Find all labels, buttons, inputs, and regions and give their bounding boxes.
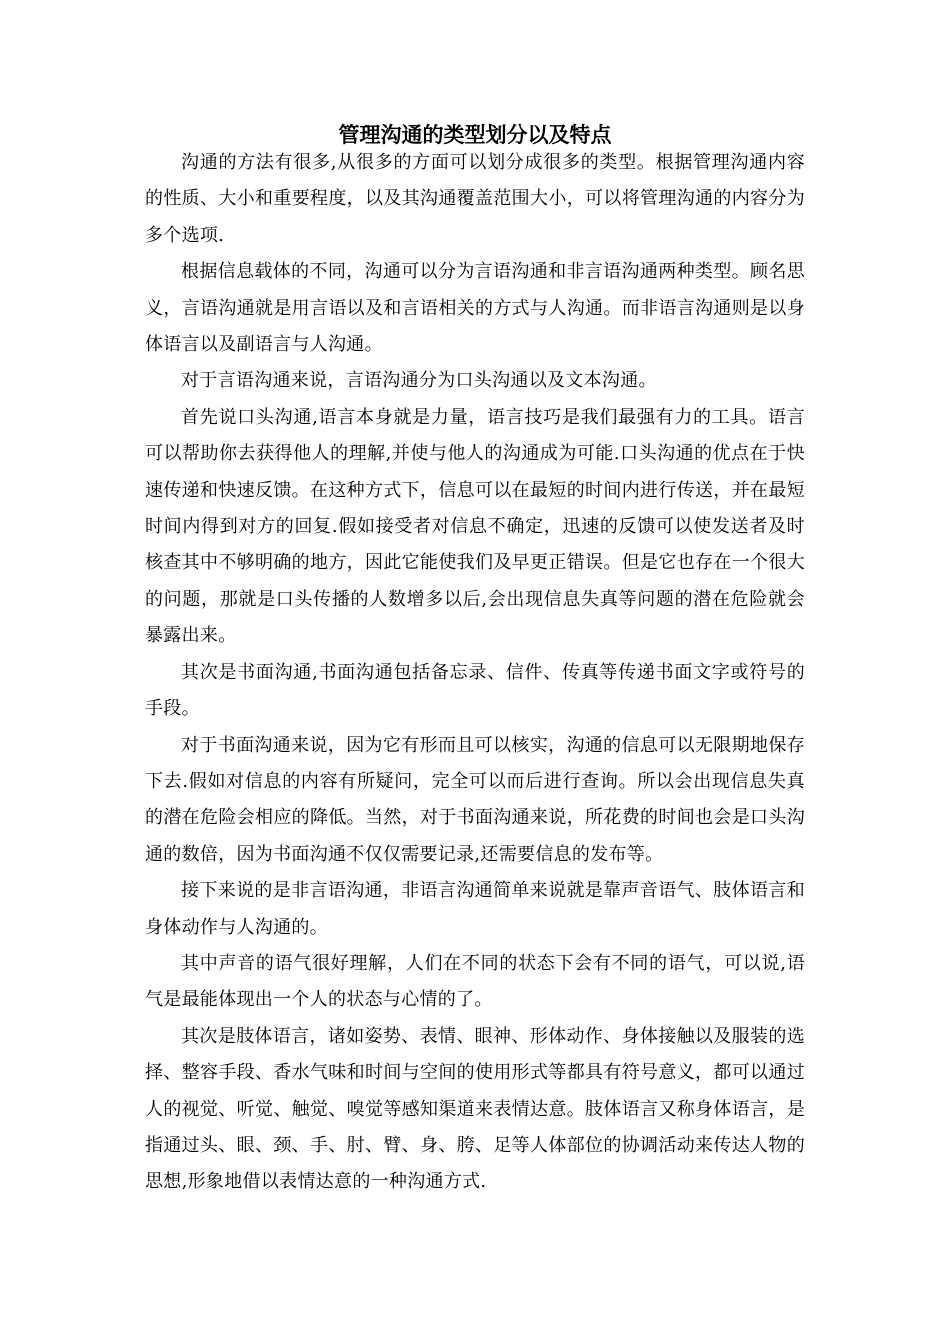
paragraph: 其次是书面沟通,书面沟通包括备忘录、信件、传真等传递书面文字或符号的手段。 xyxy=(145,661,805,720)
paragraph: 首先说口头沟通,语言本身就是力量，语言技巧是我们最强有力的工具。语言可以帮助你去获得他人的理解,并使与他人的沟通成为可能.口头沟通的优点在于快速传递和快速反馈。在这种方式下，信息可以在最短的时间内进行传送，并在最短时间内得到对方的回复.假如接受者对信息不确定，迅速的反馈可以使发送者及时核查其中不够明确的地方，因此它能使我们及早更正错误。但是它也存在一个很大的问题，那就是口头传播的人数增多以后,会出现信息失真等问题的潜在危险就会暴露出来。 xyxy=(145,406,805,647)
paragraph: 对于书面沟通来说，因为它有形而且可以核实，沟通的信息可以无限期地保存下去.假如对信息的内容有所疑问，完全可以而后进行查询。所以会出现信息失真的潜在危险会相应的降低。当然，对于书面沟通来说，所花费的时间也会是口头沟通的数倍，因为书面沟通不仅仅需要记录,还需要信息的发布等。 xyxy=(145,734,805,865)
document-title: 管理沟通的类型划分以及特点 xyxy=(338,123,612,147)
paragraph: 对于言语沟通来说，言语沟通分为口头沟通以及文本沟通。 xyxy=(181,370,657,392)
paragraph: 其次是肢体语言，诸如姿势、表情、眼神、形体动作、身体接触以及服装的选择、整容手段、香水气味和时间与空间的使用形式等都具有符号意义，都可以通过人的视觉、听觉、触觉、嗅觉等感知渠道来表情达意。肢体语言又称身体语言，是指通过头、眼、颈、手、肘、臂、身、胯、足等人体部位的协调活动来传达人物的思想,形象地借以表情达意的一种沟通方式. xyxy=(145,1025,805,1193)
paragraph: 沟通的方法有很多,从很多的方面可以划分成很多的类型。根据管理沟通内容的性质、大小和重要程度，以及其沟通覆盖范围大小，可以将管理沟通的内容分为多个选项. xyxy=(145,152,805,246)
document-body xyxy=(145,145,805,1201)
paragraph: 接下来说的是非言语沟通，非语言沟通简单来说就是靠声音语气、肢体语言和身体动作与人沟通的。 xyxy=(145,880,805,938)
paragraph: 根据信息载体的不同，沟通可以分为言语沟通和非言语沟通两种类型。顾名思义，言语沟通就是用言语以及和言语相关的方式与人沟通。而非语言沟通则是以身体语言以及副语言与人沟通。 xyxy=(145,261,805,356)
paragraph: 其中声音的语气很好理解，人们在不同的状态下会有不同的语气，可以说,语气是最能体现出一个人的状态与心情的了。 xyxy=(145,952,805,1011)
